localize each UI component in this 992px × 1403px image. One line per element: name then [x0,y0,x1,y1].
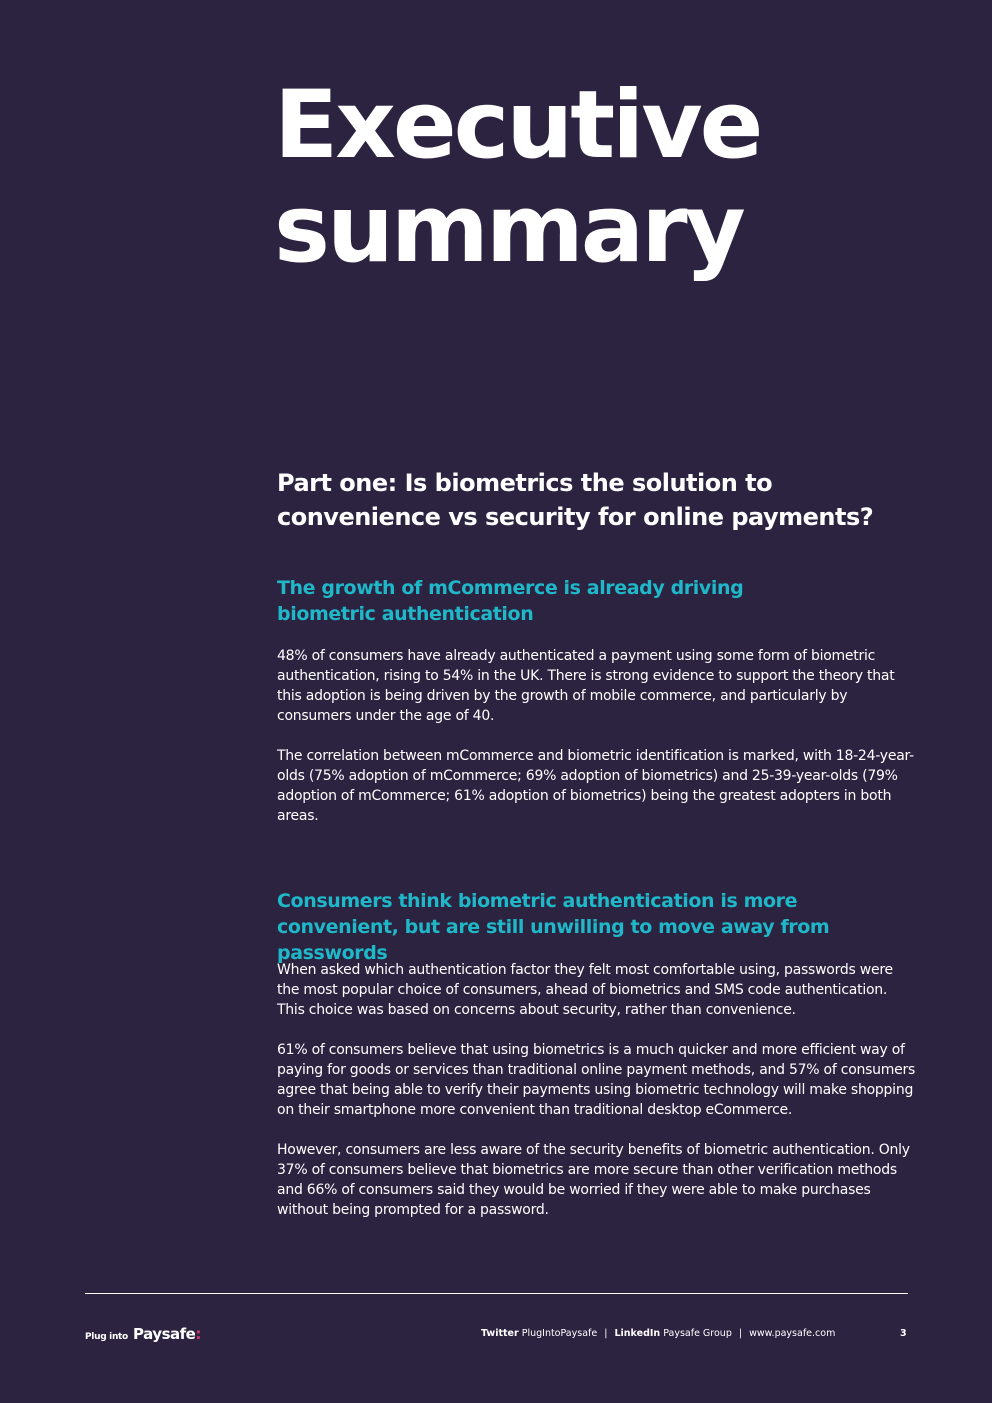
title-line-1: Executive [274,71,761,180]
linkedin-label: LinkedIn [614,1328,661,1339]
footer-separator: | [738,1328,743,1339]
brand-logo [85,1324,201,1343]
twitter-label: Twitter [481,1328,519,1339]
section-1-heading: The growth of mCommerce is already driving biometric authentication [277,577,744,625]
page-number: 3 [900,1328,907,1339]
part-one-title: Part one: Is biometrics the solution to convenience vs security for online payments? [277,469,874,531]
section-2-heading: Consumers think biometric authentication is more convenient, but are still unwilling to move away from passwords [277,890,830,964]
paragraph: When asked which authentication factor they felt most comfortable using, passwords were the most popular choice of consumers, ahead of biometrics and SMS code authentication. This choice was based on concerns about security, rather than convenience. [277,962,893,1018]
paragraph: 61% of consumers believe that using biometrics is a much quicker and more efficient way of paying for goods or services than traditional online payment methods, and 57% of consumers agree that being able to verify their payments using biometric technology will make shopping on their smartphone more convenient than traditional desktop eCommerce. [277,1042,916,1118]
section-1-body [277,646,917,846]
twitter-link[interactable]: PlugIntoPaysafe [521,1328,598,1339]
brand-mark: : [195,1325,202,1343]
brand-name: Paysafe [133,1325,196,1343]
brand-prefix: Plug into [85,1332,128,1342]
footer-separator: | [604,1328,608,1339]
page-title [274,71,761,284]
footer-links [481,1328,835,1339]
linkedin-link[interactable]: Paysafe Group [663,1328,732,1339]
section-2-body [277,960,917,1240]
paragraph: The correlation between mCommerce and biometric identification is marked, with 18-24-year-olds (75% adoption of mCommerce; 69% adoption of biometrics) and 25-39-year-olds (79% adoption of mCommerce; 61% adoption of biometrics) being the greatest adopters in both areas. [277,748,914,824]
footer-divider [85,1293,908,1294]
paragraph: 48% of consumers have already authenticated a payment using some form of biometric authentication, rising to 54% in the UK. There is strong evidence to support the theory that this adoption is being driven by the growth of mobile commerce, and particularly by consumers under the age of 40. [277,648,895,724]
paragraph: However, consumers are less aware of the security benefits of biometric authentication. Only 37% of consumers believe that biometrics are more secure than other verification methods and 66% of consumers said they would be worried if they were able to make purchases without being prompted for a password. [277,1142,910,1218]
website-link[interactable]: www.paysafe.com [749,1328,836,1339]
title-line-2: summary [274,175,743,284]
